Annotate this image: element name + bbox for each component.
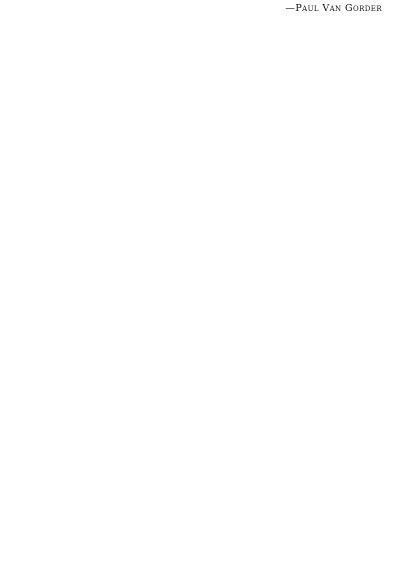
author-byline: —Paul Van Gorder xyxy=(285,3,382,14)
